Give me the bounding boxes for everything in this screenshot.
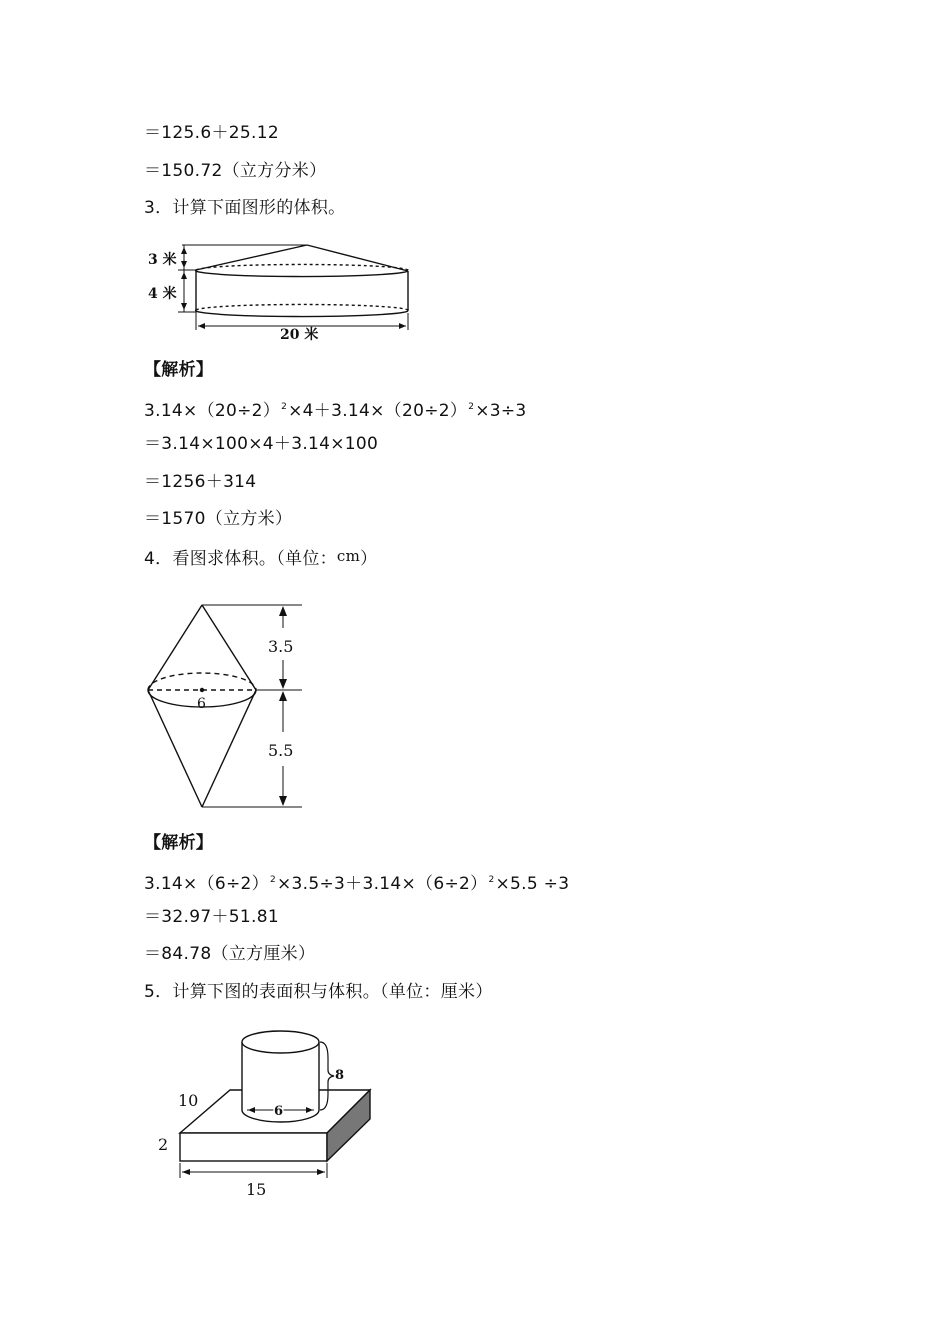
arrow-head bbox=[279, 691, 287, 701]
figure-5-cylinder-on-box bbox=[150, 1026, 380, 1206]
label-diameter: 6 bbox=[197, 696, 206, 712]
calc-line: ＝32.97＋51.81 bbox=[144, 907, 279, 927]
calc-line: $3.14\times(20\div 2)^2\times 4+3.14\times(20\div 2)^2\times 3\div 3$ bbox=[144, 401, 527, 421]
cylinder-top-ellipse bbox=[242, 1031, 319, 1053]
figure-4-double-cone bbox=[140, 596, 320, 816]
label-cylinder-height: 4 米 bbox=[148, 286, 177, 302]
cone-edge-right bbox=[307, 245, 408, 271]
arrow-head bbox=[182, 1169, 190, 1175]
label-width: 10 bbox=[178, 1091, 199, 1110]
question-4: 4．看图求体积。（单位：cm） bbox=[144, 547, 378, 569]
lower-cone-left bbox=[148, 690, 202, 807]
arrow-head bbox=[279, 679, 287, 689]
label-top-height: 3.5 bbox=[268, 637, 294, 656]
question-3: 3．计算下面图形的体积。 bbox=[144, 198, 346, 218]
cylinder-bottom-back bbox=[196, 304, 408, 311]
figure-3-cone-on-cylinder bbox=[140, 238, 430, 344]
analysis-heading: 【解析】 bbox=[144, 833, 214, 853]
center-point bbox=[200, 688, 204, 692]
arrow-head bbox=[181, 272, 187, 279]
calc-line: ＝150.72（立方分米） bbox=[144, 161, 327, 181]
cylinder-top-front bbox=[196, 270, 408, 277]
base-ellipse-back bbox=[148, 673, 256, 690]
upper-cone-right bbox=[202, 605, 256, 690]
arrow-head bbox=[279, 796, 287, 806]
arrow-head bbox=[198, 323, 205, 329]
label-thickness: 2 bbox=[158, 1135, 169, 1154]
lower-cone-right bbox=[202, 690, 256, 807]
arrow-head bbox=[279, 606, 287, 616]
analysis-heading: 【解析】 bbox=[144, 360, 214, 380]
cone-edge-left bbox=[196, 245, 307, 270]
box-front-face bbox=[180, 1133, 327, 1161]
arrow-head bbox=[181, 247, 187, 254]
arrow-head bbox=[317, 1169, 325, 1175]
cylinder-top-back bbox=[196, 264, 408, 271]
arrow-head bbox=[181, 261, 187, 268]
label-cone-height: 3 米 bbox=[148, 252, 177, 268]
arrow-head bbox=[399, 323, 406, 329]
question-5: 5．计算下图的表面积与体积。（单位：厘米） bbox=[144, 982, 493, 1002]
label-length: 15 bbox=[246, 1180, 267, 1199]
label-bottom-height: 5.5 bbox=[268, 741, 294, 760]
calc-line: $3.14\times(6\div 2)^2\times 3.5\div 3+3.14\times(6\div 2)^2\times 5.5 \div 3$ bbox=[144, 874, 570, 894]
label-diameter: 20 米 bbox=[280, 327, 319, 343]
calc-line: ＝3.14×100×4＋3.14×100 bbox=[144, 434, 379, 454]
label-cylinder-diameter: 6 bbox=[274, 1104, 284, 1119]
upper-cone-left bbox=[148, 605, 202, 690]
calc-line: ＝1256＋314 bbox=[144, 472, 257, 492]
calc-line: ＝1570（立方米） bbox=[144, 509, 293, 529]
label-cylinder-height: 8 bbox=[335, 1068, 345, 1083]
calc-line: ＝84.78（立方厘米） bbox=[144, 944, 316, 964]
arrow-head bbox=[181, 303, 187, 310]
cylinder-bottom-front bbox=[196, 310, 408, 317]
calc-line: ＝125.6＋25.12 bbox=[144, 123, 279, 143]
